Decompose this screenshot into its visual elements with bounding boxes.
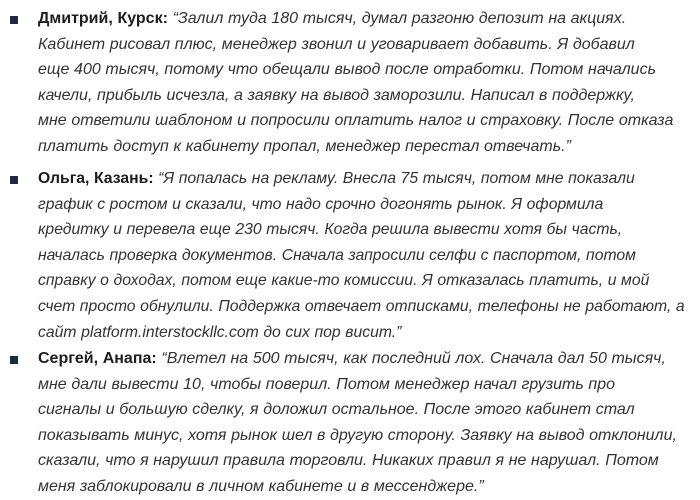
review-quote-line: график с ростом и сказали, что надо срочно догонять рынок. Я оформила [38, 195, 604, 213]
review-quote-line: качели, прибыль исчезла, а заявку на вывод заморозили. Написал в поддержку, [38, 86, 635, 104]
bullet-icon [10, 176, 18, 184]
review-line [38, 6, 688, 32]
review-quote-line: сказали, что я нарушил правила торговли. Никаких правил я не нарушал. Потом [38, 452, 659, 470]
review-quote-line: справку о доходах, потом еще какие-то комиссии. Я отказалась платить, и мой [38, 272, 650, 290]
review-author: Дмитрий, Курск: [38, 10, 168, 27]
review-author: Ольга, Казань: [38, 170, 154, 187]
review-quote-line: меня заблокировали в личном кабинете и в мессенджере.” [38, 477, 484, 495]
review-quote-line: еще 400 тысяч, потому что обещали вывод после отработки. Потом начались [38, 61, 656, 79]
review-quote-line: показывать минус, хотя рынок шел в другую сторону. Заявку на вывод отклонили, [38, 426, 677, 444]
review-quote-line: сайт platform.interstockllc.com до сих пор висит.” [38, 323, 402, 341]
review-line [38, 346, 688, 372]
bullet-icon [10, 356, 18, 364]
review-author: Сергей, Анапа: [38, 350, 157, 367]
review-text [38, 166, 688, 345]
review-line [38, 166, 688, 192]
review-quote-line: “Я попалась на рекламу. Внесла 75 тысяч, потом мне показали [158, 170, 635, 187]
review-quote-line: “Влетел на 500 тысяч, как последний лох. Сначала дал 50 тысяч, [161, 350, 666, 367]
review-quote-line: “Залил туда 180 тысяч, думал разгоню депозит на акциях. [172, 10, 627, 27]
review-quote-line: мне дали вывести 10, чтобы поверил. Потом менеджер начал грузить про [38, 375, 616, 393]
review-quote-line: мне ответили шаблоном и попросили оплатить налог и страховку. После отказа [38, 112, 674, 130]
bullet-icon [10, 16, 18, 24]
review-text [38, 346, 688, 500]
review-quote-line: Кабинет рисовал плюс, менеджер звонил и уговаривает добавить. Я добавил [38, 35, 635, 53]
review-quote-line: кредитку и перевела еще 230 тысяч. Когда решила вывести хотя бы часть, [38, 221, 623, 239]
review-quote-line: счет просто обнулили. Поддержка отвечает отписками, телефоны не работают, а [38, 297, 685, 315]
review-quote-line: сигналы и большую сделку, я доложил остальное. После этого кабинет стал [38, 401, 635, 419]
review-quote-line: платить доступ к кабинету пропал, менеджер перестал отвечать.” [38, 137, 571, 155]
review-quote-line: началась проверка документов. Сначала запросили селфи с паспортом, потом [38, 246, 636, 264]
review-text [38, 6, 688, 160]
